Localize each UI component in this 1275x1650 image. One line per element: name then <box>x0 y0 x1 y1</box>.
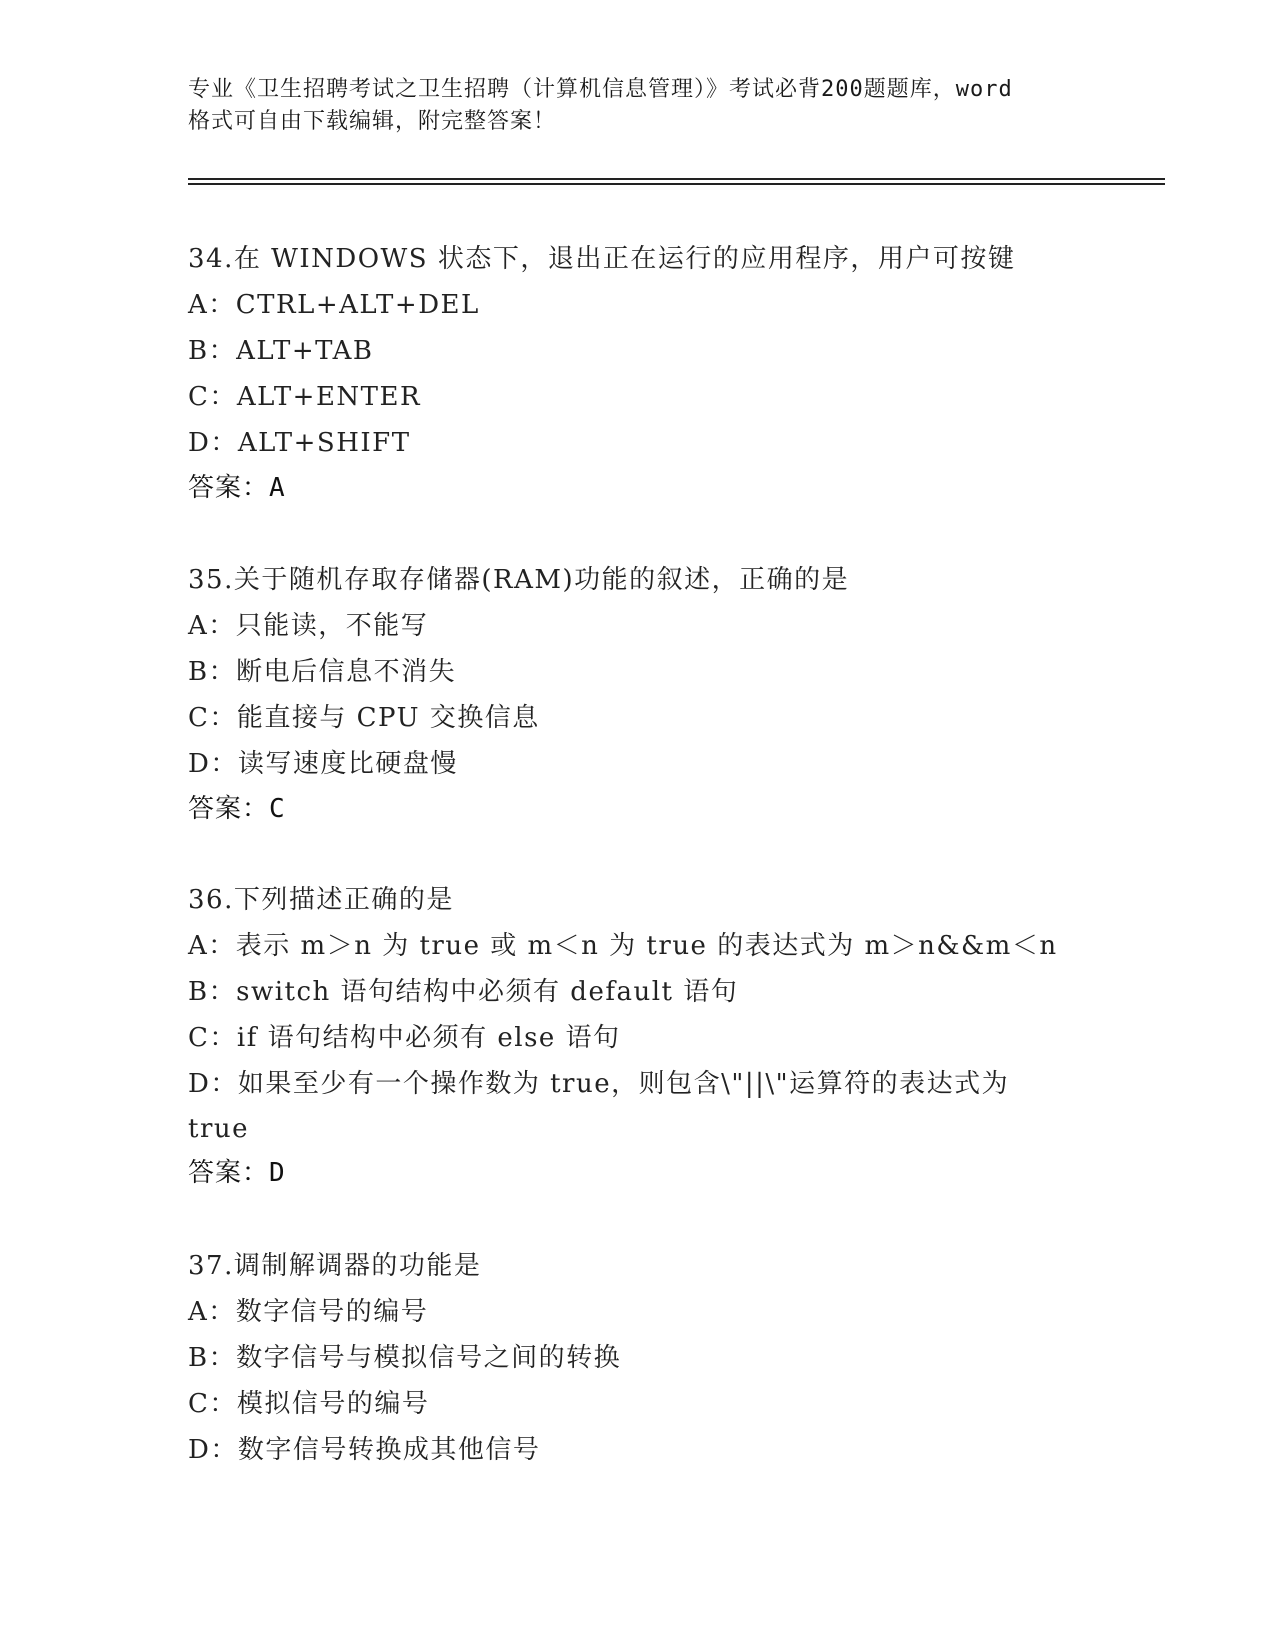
option-d: D：如果至少有一个操作数为 true，则包含\"||\"运算符的表达式为 <box>188 1069 1010 1099</box>
question-stem: 37.调制解调器的功能是 <box>188 1251 482 1281</box>
question-stem: 36.下列描述正确的是 <box>188 885 454 915</box>
question-37 <box>188 1243 1088 1473</box>
option-b: B：数字信号与模拟信号之间的转换 <box>188 1343 622 1373</box>
document-header <box>188 74 1088 138</box>
option-c: C：if 语句结构中必须有 else 语句 <box>188 1023 621 1053</box>
option-d: D：读写速度比硬盘慢 <box>188 749 458 779</box>
answer-line <box>188 1151 1088 1195</box>
question-stem: 35.关于随机存取存储器(RAM)功能的叙述，正确的是 <box>188 565 850 595</box>
question-34 <box>188 236 1088 510</box>
header-line-1: 专业《卫生招聘考试之卫生招聘（计算机信息管理）》考试必背200题题库，word <box>188 77 1013 102</box>
option-c: C：模拟信号的编号 <box>188 1389 430 1419</box>
answer-label: 答案： <box>188 1158 270 1188</box>
question-35 <box>188 557 1088 831</box>
option-d-continuation: true <box>188 1114 250 1144</box>
option-a: A：只能读，不能写 <box>188 611 429 641</box>
answer-line <box>188 466 1088 510</box>
option-d: D：数字信号转换成其他信号 <box>188 1435 541 1465</box>
option-c: C：ALT+ENTER <box>188 382 422 412</box>
question-stem: 34.在 WINDOWS 状态下，退出正在运行的应用程序，用户可按键 <box>188 244 1016 274</box>
option-a: A：数字信号的编号 <box>188 1297 429 1327</box>
option-b: B：ALT+TAB <box>188 336 374 366</box>
option-b: B：switch 语句结构中必须有 default 语句 <box>188 977 739 1007</box>
option-a: A：表示 m＞n 为 true 或 m＜n 为 true 的表达式为 m＞n&&m＜n <box>188 931 1058 961</box>
answer-value: A <box>269 473 286 503</box>
option-b: B：断电后信息不消失 <box>188 657 457 687</box>
header-line-2: 格式可自由下载编辑，附完整答案！ <box>188 109 557 134</box>
answer-value: D <box>269 1158 286 1188</box>
header-divider-top <box>188 178 1165 180</box>
option-d: D：ALT+SHIFT <box>188 428 411 458</box>
question-36 <box>188 877 1088 1195</box>
answer-label: 答案： <box>188 473 270 503</box>
option-a: A：CTRL+ALT+DEL <box>188 290 480 320</box>
answer-value: C <box>269 794 286 824</box>
header-divider-bottom <box>188 183 1165 185</box>
answer-label: 答案： <box>188 794 270 824</box>
answer-line <box>188 787 1088 831</box>
option-c: C：能直接与 CPU 交换信息 <box>188 703 540 733</box>
